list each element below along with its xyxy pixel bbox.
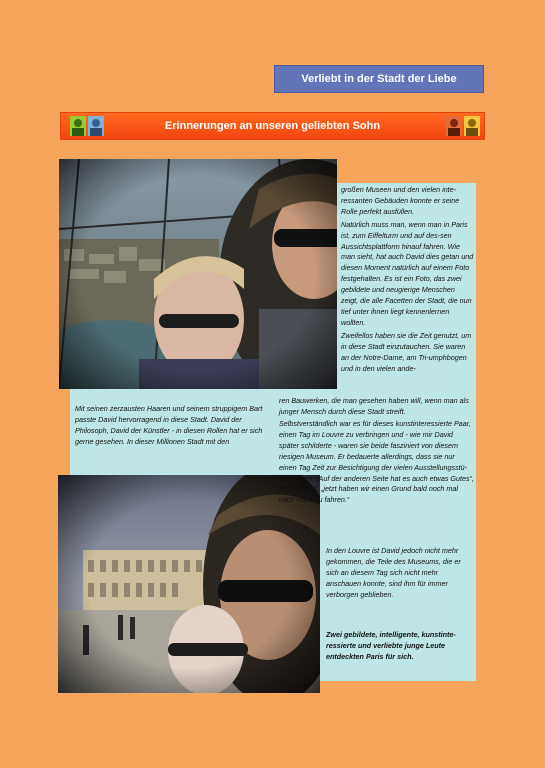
article-column-right-mid <box>279 396 474 420</box>
banner-title: Erinnerungen an unseren geliebten Sohn <box>164 120 381 132</box>
paragraph: In den Louvre ist David jedoch nicht mehr gekommen, die Teile des Museums, die er sich an diesem Tag sich nicht mehr anschauen konnte, sind ihm für immer verborgen geblieben. <box>326 546 461 599</box>
article-closing <box>326 630 472 665</box>
closing-paragraph: Zwei gebildete, intelligente, kunstinte-ressierte und verliebte junge Leute entdeckten Paris für sich. <box>326 630 456 661</box>
couple-thumbnail-left-2 <box>88 116 104 136</box>
paragraph: Zweifellos haben sie die Zeit genutzt, um in diese Stadt einzutauchen. Sie waren an der Notre-Dame, am Tri-umphbogen und in den vielen ande- <box>341 330 472 373</box>
paragraph: ren Bauwerken, die man gesehen haben will, wenn man als junger Mensch durch diese Stadt streift. <box>279 396 469 416</box>
section-banner <box>60 112 485 140</box>
paragraph: Mit seinen zerzausten Haaren und seinem struppigem Bart passte David hervorragend in diese Stadt. David der Philosoph, David der Künstler - in diesen Rollen hat er sich gerne gesehen. In dieser Millionen Stadt mit den <box>75 404 263 446</box>
couple-thumbnail-right <box>446 116 462 136</box>
page-title: Verliebt in der Stadt der Liebe <box>274 65 484 93</box>
paragraph: Selbstverständlich war es für dieses kunstinteressierte Paar, einen Tag im Louvre zu verbringen und - wie mir David später schilderte - waren sie beide fasziniert von diesem riesigen Museum. Er bedauerte allerdings, dass sie nur einen Tag Zeit zur Besichtigung der vielen Ausstellungsstü-cke hatten. „Auf der anderen Seite hat es auch etwas Gutes“, sagte David, „jetzt haben wir einen Grund bald noch mal nach Paris zu fahren.“ <box>279 419 474 505</box>
article-column-right-bottom <box>326 546 474 603</box>
couple-thumbnail-left <box>70 116 86 136</box>
paragraph: Natürlich muss man, wenn man in Paris ist, zum Eiffelturm und auf des-sen Aussichtsplattform hinauf fahren. Wie man sieht, hat auch David dies getan und diesen Moment natürlich auf einem Foto festgehalten. Es ist ein Foto, das zwei gebildete und neugierige Menschen zeigt, die alle Facetten der Stadt, die nun tief unter ihnen liegt kennenlernen wollten. <box>341 219 474 327</box>
couple-thumbnail-right-2 <box>464 116 480 136</box>
article-column-right-top <box>341 185 474 376</box>
article-column-left <box>75 404 275 450</box>
paragraph: großen Museen und den vielen inte-ressanten Gebäuden konnte er seine Rolle perfekt ausfüllen. <box>341 185 460 216</box>
photo-eiffel-tower-selfie <box>59 159 337 389</box>
article-column-right-louvre <box>279 419 474 508</box>
